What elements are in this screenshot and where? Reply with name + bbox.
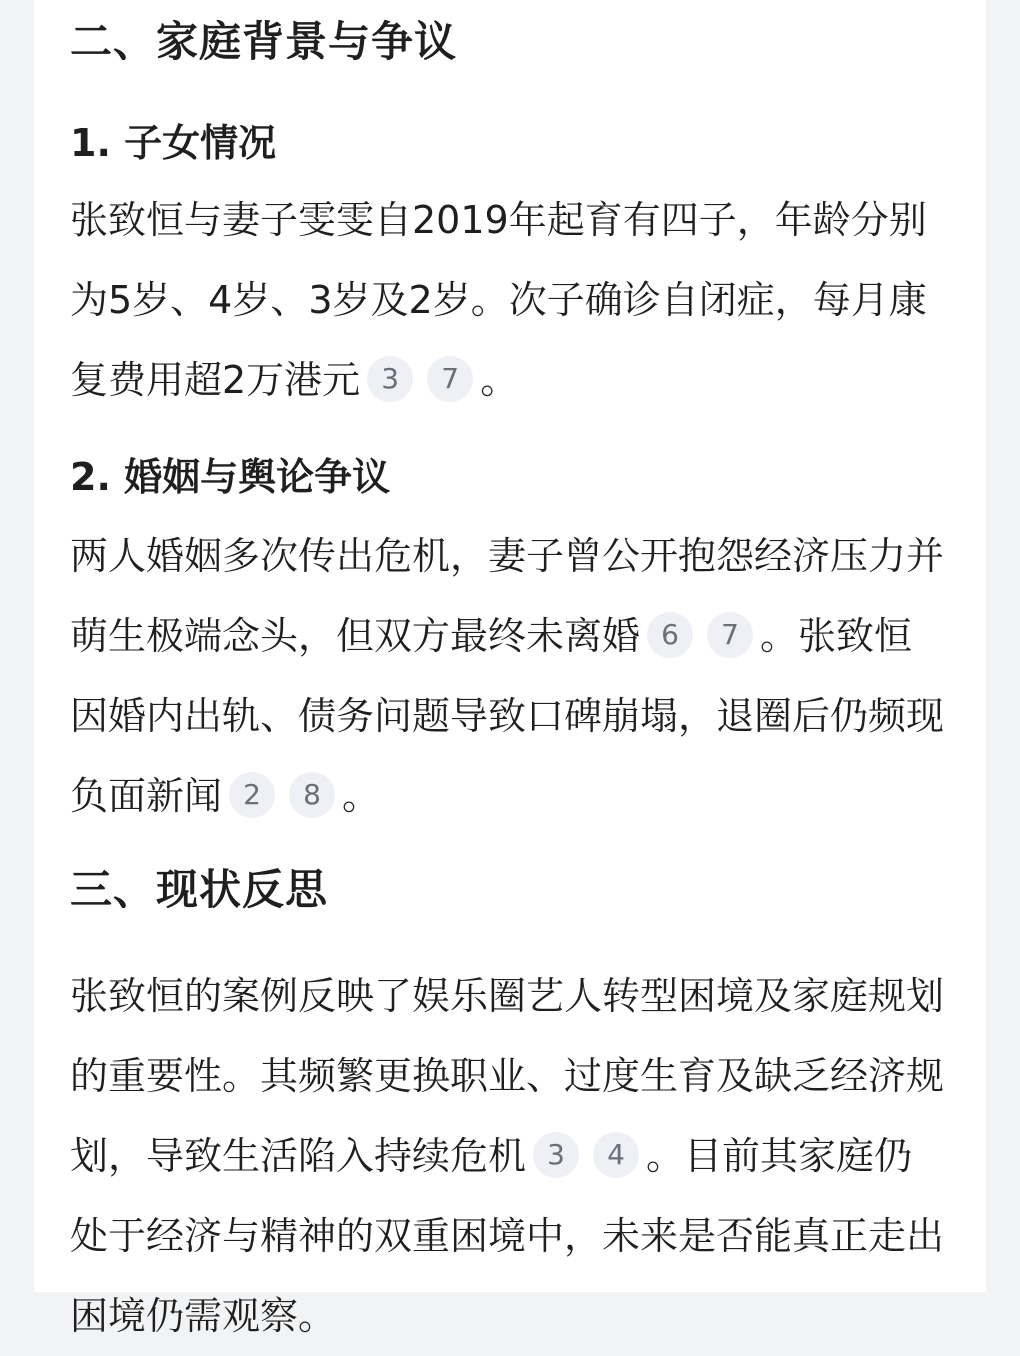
section-heading-reflection: 三、现状反思 <box>70 865 329 914</box>
article-card <box>34 0 986 1338</box>
citation-badge[interactable]: 4 <box>593 1132 639 1178</box>
subheading-marriage: 2. 婚姻与舆论争议 <box>70 455 391 499</box>
citation-badge[interactable]: 7 <box>707 612 753 658</box>
citation-badge[interactable]: 6 <box>647 612 693 658</box>
paragraph-reflection <box>70 956 950 1356</box>
subheading-children: 1. 子女情况 <box>70 121 277 165</box>
paragraph-marriage <box>70 516 950 836</box>
citation-badge[interactable]: 7 <box>427 356 473 402</box>
paragraph-text: 两人婚姻多次传出危机，妻子曾公开抱怨经济压力并萌生极端念头，但双方最终未离婚 <box>70 534 945 658</box>
citation-badge[interactable]: 8 <box>289 772 335 818</box>
citation-badge[interactable]: 2 <box>229 772 275 818</box>
paragraph-text: 张致恒的案例反映了娱乐圈艺人转型困境及家庭规划的重要性。其频繁更换职业、过度生育及缺乏经济规划，导致生活陷入持续危机 <box>70 974 945 1178</box>
paragraph-children <box>70 180 950 420</box>
paragraph-text: 。张致恒因婚内出轨、债务问题导致口碑崩塌，退圈后仍频现负面新闻 <box>70 614 945 818</box>
paragraph-tail: 。 <box>342 774 381 818</box>
paragraph-text: 。目前其家庭仍处于经济与精神的双重困境中，未来是否能真正走出困境仍需观察。 <box>70 1134 945 1338</box>
section-heading-family: 二、家庭背景与争议 <box>70 17 458 66</box>
paragraph-tail: 。 <box>480 358 519 402</box>
citation-badge[interactable]: 3 <box>367 356 413 402</box>
paragraph-text: 张致恒与妻子雯雯自2019年起育有四子，年龄分别为5岁、4岁、3岁及2岁。次子确诊自闭症，每月康复费用超2万港元 <box>70 198 927 402</box>
citation-badge[interactable]: 3 <box>533 1132 579 1178</box>
